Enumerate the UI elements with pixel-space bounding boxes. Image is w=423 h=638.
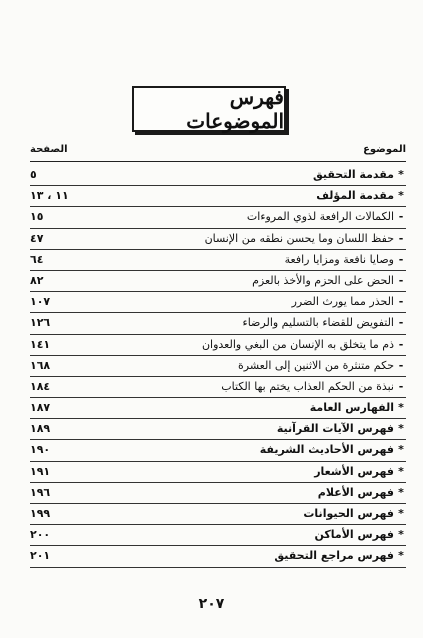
page-number: ٢٠٧ — [198, 596, 225, 612]
entry-rule — [30, 397, 406, 398]
entry-rule — [30, 185, 406, 186]
entry-title: وصايا نافعة ومزايا رافعة — [284, 252, 394, 266]
entry-rule — [30, 482, 406, 483]
entry-rule — [30, 567, 406, 568]
entry-marker: * — [398, 507, 404, 520]
title-box — [132, 86, 286, 132]
entry-rule — [30, 545, 406, 546]
entry-page: ١٩٠ — [30, 443, 51, 457]
entry-marker: * — [398, 443, 404, 457]
entry-rule — [30, 334, 406, 335]
entry-title: الحذر مما يورث الضرر — [291, 295, 394, 309]
entry-rule — [30, 355, 406, 356]
entry-marker: * — [398, 168, 404, 181]
entry-title: ذم ما يتخلق به الإنسان من البغي والعدوان — [201, 337, 394, 351]
entry-marker: * — [398, 485, 404, 499]
entry-marker: * — [398, 422, 404, 436]
toc-entry — [30, 251, 406, 272]
toc-entry — [30, 357, 406, 378]
entry-page: ٢٠١ — [30, 549, 51, 563]
entry-marker: * — [398, 401, 404, 415]
entry-page: ١١ ، ١٣ — [30, 189, 69, 203]
toc-entry — [30, 547, 406, 568]
entry-marker: - — [398, 358, 404, 372]
page-column-label: الصفحة — [30, 144, 68, 155]
entry-marker: - — [398, 252, 404, 266]
entry-marker: * — [398, 464, 404, 478]
entry-marker: - — [398, 337, 404, 351]
entry-title: فهرس الآيات القرآنية — [276, 422, 394, 436]
entry-title: نبذة من الحكم العذاب يختم بها الكتاب — [221, 379, 394, 393]
entry-title: حكم متنثرة من الاثنين إلى العشرة — [238, 358, 394, 372]
entry-marker: * — [398, 549, 404, 563]
toc-entry — [30, 187, 406, 208]
toc-entry — [30, 420, 406, 441]
entry-page: ١٤١ — [30, 337, 51, 351]
entry-title: مقدمة التحقيق — [312, 168, 394, 181]
header-rule — [30, 161, 406, 162]
toc-entry — [30, 293, 406, 314]
toc-header — [30, 142, 406, 162]
entry-title: الكمالات الرافعة لذوي المروءات — [246, 210, 394, 224]
entry-marker: - — [398, 295, 404, 309]
entry-rule — [30, 376, 406, 377]
entry-title: فهرس الأعلام — [317, 485, 394, 499]
entry-page: ٢٠٠ — [30, 528, 51, 542]
entry-page: ١٦٨ — [30, 358, 51, 372]
entry-rule — [30, 418, 406, 419]
entry-page: ١٩٩ — [30, 507, 51, 520]
toc-entry — [30, 166, 406, 187]
toc-entry — [30, 230, 406, 251]
entry-rule — [30, 291, 406, 292]
entry-page: ٥ — [30, 168, 37, 181]
entry-title: التفويض للقضاء بالتسليم والرضاء — [242, 316, 394, 330]
entry-page: ١٨٧ — [30, 401, 51, 415]
entry-page: ١٨٤ — [30, 379, 51, 393]
toc-entry — [30, 378, 406, 399]
entry-rule — [30, 524, 406, 525]
entry-marker: - — [398, 316, 404, 330]
entry-rule — [30, 270, 406, 271]
entry-marker: - — [398, 231, 404, 245]
toc-entry — [30, 399, 406, 420]
entry-page: ٤٧ — [30, 231, 44, 245]
entry-page: ١٠٧ — [30, 295, 51, 309]
toc-entry — [30, 208, 406, 229]
entry-rule — [30, 228, 406, 229]
entry-title: فهرس الأحاديث الشريفة — [259, 443, 394, 457]
entry-page: ١٩٦ — [30, 485, 51, 499]
entry-rule — [30, 439, 406, 440]
entry-page: ١٥ — [30, 210, 44, 224]
entry-page: ١٢٦ — [30, 316, 51, 330]
topic-column-label: الموضوع — [363, 144, 406, 155]
entry-title: فهرس الحيوانات — [303, 507, 394, 520]
entry-rule — [30, 249, 406, 250]
toc-entry — [30, 505, 406, 526]
toc-entry — [30, 272, 406, 293]
entry-page: ٦٤ — [30, 252, 44, 266]
toc-entry — [30, 314, 406, 335]
entry-marker: * — [398, 189, 404, 203]
entry-title: الفهارس العامة — [309, 401, 394, 415]
entry-rule — [30, 503, 406, 504]
entry-marker: * — [398, 528, 404, 542]
entry-marker: - — [398, 273, 404, 287]
entry-title: مقدمة المؤلف — [316, 189, 394, 203]
entry-title: حفظ اللسان وما يحسن نطقه من الإنسان — [204, 231, 394, 245]
entry-title: فهرس الأماكن — [314, 528, 394, 542]
toc-list — [30, 166, 406, 569]
toc-entry — [30, 484, 406, 505]
entry-rule — [30, 206, 406, 207]
toc-entry — [30, 336, 406, 357]
entry-page: ١٨٩ — [30, 422, 51, 436]
entry-marker: - — [398, 210, 404, 224]
page-title: فهرس الموضوعات — [186, 85, 284, 133]
entry-rule — [30, 312, 406, 313]
toc-entry — [30, 441, 406, 462]
toc-entry — [30, 463, 406, 484]
entry-marker: - — [398, 379, 404, 393]
entry-rule — [30, 461, 406, 462]
entry-title: فهرس الأشعار — [314, 464, 394, 478]
entry-page: ٨٢ — [30, 273, 44, 287]
entry-page: ١٩١ — [30, 464, 51, 478]
toc-entry — [30, 526, 406, 547]
entry-title: فهرس مراجع التحقيق — [274, 549, 394, 563]
entry-title: الحض على الحزم والأخذ بالعزم — [252, 273, 394, 287]
